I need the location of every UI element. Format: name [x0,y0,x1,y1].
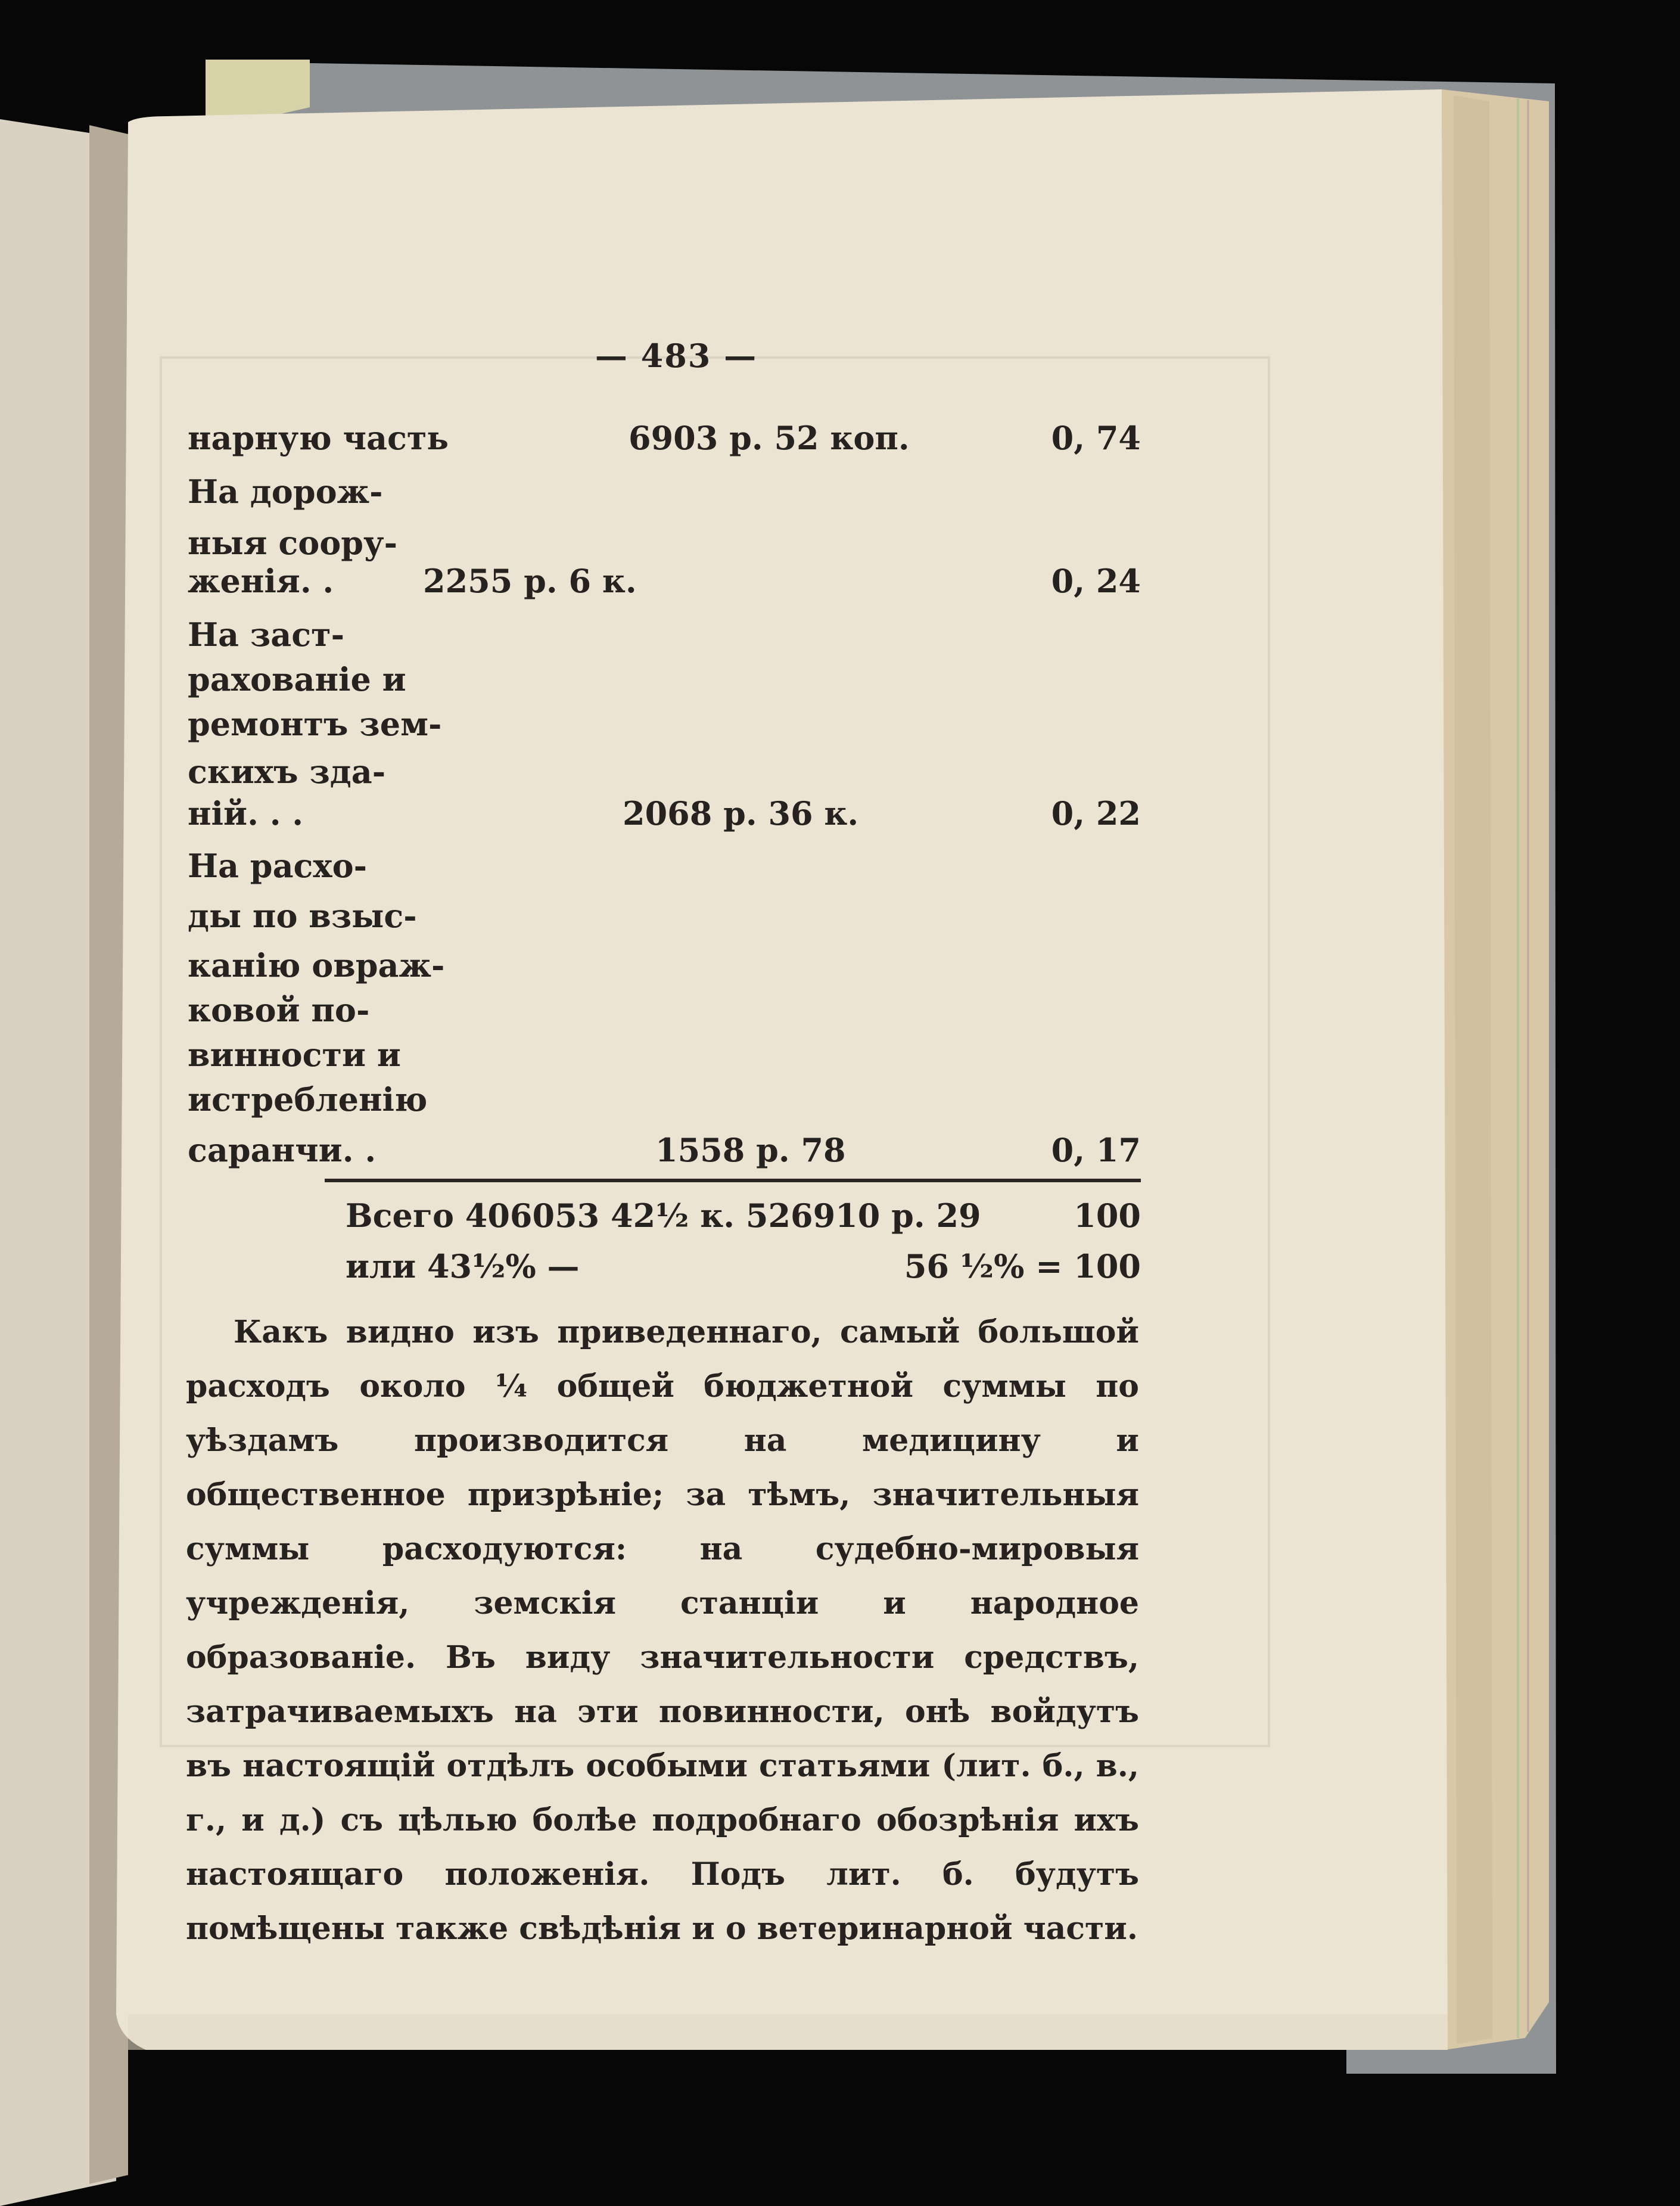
table-row: женія. . 2255 р. 6 к. 0, 24 [188,562,1141,600]
table-row: нарную часть 6903 р. 52 коп. 0, 74 [188,419,1141,457]
table-row: На заст- [188,616,345,654]
table-row: рахованіе и [188,660,406,698]
table-row: ремонтъ зем- [188,705,442,743]
table-row: ныя соору- [188,524,398,562]
table-row: На дорож- [188,473,383,511]
table-row: винности и [188,1036,401,1074]
total-row: Всего 406053 42½ к. 526910 р. 29 100 [346,1197,1141,1235]
table-row: скихъ зда- [188,753,386,791]
table-row: ды по взыс- [188,897,417,935]
total-rule [325,1179,1141,1182]
page-number: — 483 — [595,337,758,375]
body-paragraph [186,1305,1139,1956]
body-paragraph-text: Какъ видно изъ приведеннаго, самый большой расходъ около ¼ общей бюджетной суммы по уѣздамъ производится на медицину и общественное призрѣніе; за тѣмъ, значительныя суммы расходуются: на судебно-мировыя учрежденія, земскія станціи и народное образованіе. Въ виду значительности средствъ, затрачиваемыхъ на эти повинности, онѣ войдутъ въ настоящій отдѣлъ особыми статьями (лит. б., в., г., и д.) съ цѣлью болѣе подробнаго обозрѣнія ихъ настоящаго положенія. Подъ лит. б. будутъ помѣщены также свѣдѣнія и о ветеринарной части. [186,1314,1139,1947]
table-row: На расхо- [188,847,368,885]
table-row: саранчи. . 1558 р. 78 0, 17 [188,1131,1141,1169]
table-row: истребленію [188,1080,428,1118]
table-row: ній. . . 2068 р. 36 к. 0, 22 [188,794,1141,832]
table-row: канію овраж- [188,946,445,984]
share-row: или 43½% — 56 ½% = 100 [346,1247,1141,1285]
table-row: ковой по- [188,991,370,1029]
